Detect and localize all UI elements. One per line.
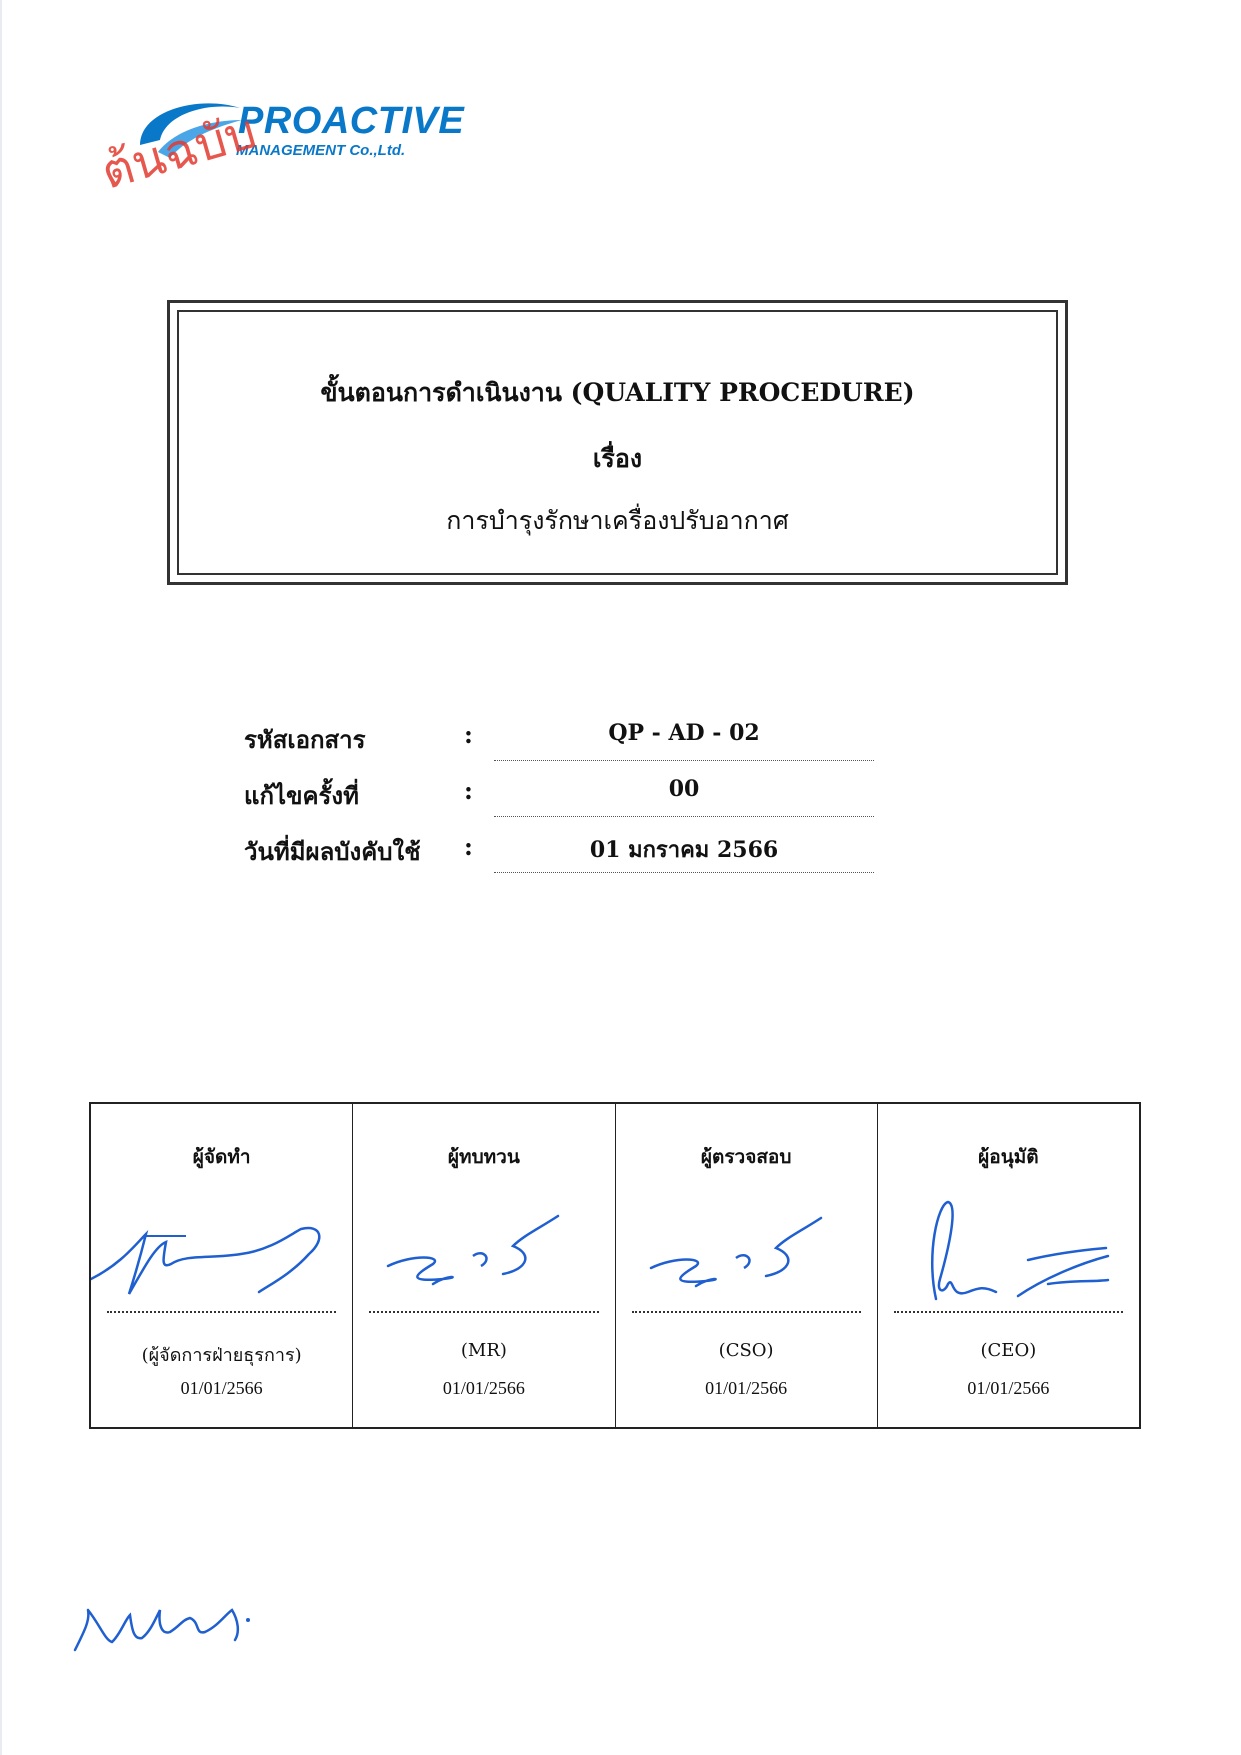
signature-role: (CEO) xyxy=(980,1340,1037,1361)
title-box xyxy=(167,300,1068,585)
handwritten-signature xyxy=(878,1184,1140,1324)
signature-dotted-line xyxy=(894,1311,1123,1313)
signature-cell-reviewer xyxy=(353,1104,615,1427)
subject-label: เรื่อง xyxy=(592,444,643,473)
revision-label: แก้ไขครั้งที่ xyxy=(244,781,359,810)
doc-code-row xyxy=(244,720,904,776)
doc-code-colon: : xyxy=(464,720,473,749)
signature-date: 01/01/2566 xyxy=(442,1378,525,1398)
doc-code-label: รหัสเอกสาร xyxy=(244,725,366,754)
logo-company-subtitle: MANAGEMENT Co.,Ltd. xyxy=(236,142,406,159)
doc-code-dotted-line xyxy=(494,760,874,761)
page-edge xyxy=(0,0,2,1755)
handwritten-signature xyxy=(616,1184,878,1324)
revision-dotted-line xyxy=(494,816,874,817)
signature-date: 01/01/2566 xyxy=(180,1378,263,1398)
signature-date: 01/01/2566 xyxy=(967,1378,1050,1398)
signature-heading: ผู้จัดทำ xyxy=(192,1146,251,1168)
original-stamp: ต้นฉบับ xyxy=(95,103,263,201)
signature-cell-preparer xyxy=(91,1104,353,1427)
effective-date-row xyxy=(244,832,904,888)
effective-date-colon: : xyxy=(464,832,473,861)
effective-date-value: 01 มกราคม 2566 xyxy=(589,837,779,863)
signature-heading: ผู้ทบทวน xyxy=(447,1146,520,1168)
revision-value: 00 xyxy=(668,776,700,802)
revision-colon: : xyxy=(464,776,473,805)
logo-company-name: PROACTIVE xyxy=(238,100,465,142)
effective-date-dotted-line xyxy=(494,872,874,873)
handwritten-signature xyxy=(353,1184,615,1324)
handwritten-signature xyxy=(91,1184,353,1324)
bottom-handwritten-signature xyxy=(70,1580,280,1660)
procedure-title: ขั้นตอนการดำเนินงาน (QUALITY PROCEDURE) xyxy=(320,378,915,407)
subject-title: การบำรุงรักษาเครื่องปรับอากาศ xyxy=(446,506,789,535)
revision-row xyxy=(244,776,904,832)
company-logo xyxy=(88,78,465,201)
doc-code-value: QP - AD - 02 xyxy=(608,720,760,746)
signature-cell-approver xyxy=(878,1104,1139,1427)
signature-heading: ผู้อนุมัติ xyxy=(978,1146,1039,1168)
signature-dotted-line xyxy=(107,1311,336,1313)
effective-date-label: วันที่มีผลบังคับใช้ xyxy=(244,837,421,866)
signature-dotted-line xyxy=(369,1311,598,1313)
signature-heading: ผู้ตรวจสอบ xyxy=(700,1146,792,1168)
signature-role: (CSO) xyxy=(718,1340,774,1361)
signature-role: (MR) xyxy=(460,1340,507,1361)
signature-date: 01/01/2566 xyxy=(705,1378,788,1398)
signature-cell-inspector xyxy=(616,1104,878,1427)
signature-role: (ผู้จัดการฝ่ายธุรการ) xyxy=(141,1345,302,1366)
signature-table xyxy=(89,1102,1141,1429)
signature-dotted-line xyxy=(632,1311,861,1313)
